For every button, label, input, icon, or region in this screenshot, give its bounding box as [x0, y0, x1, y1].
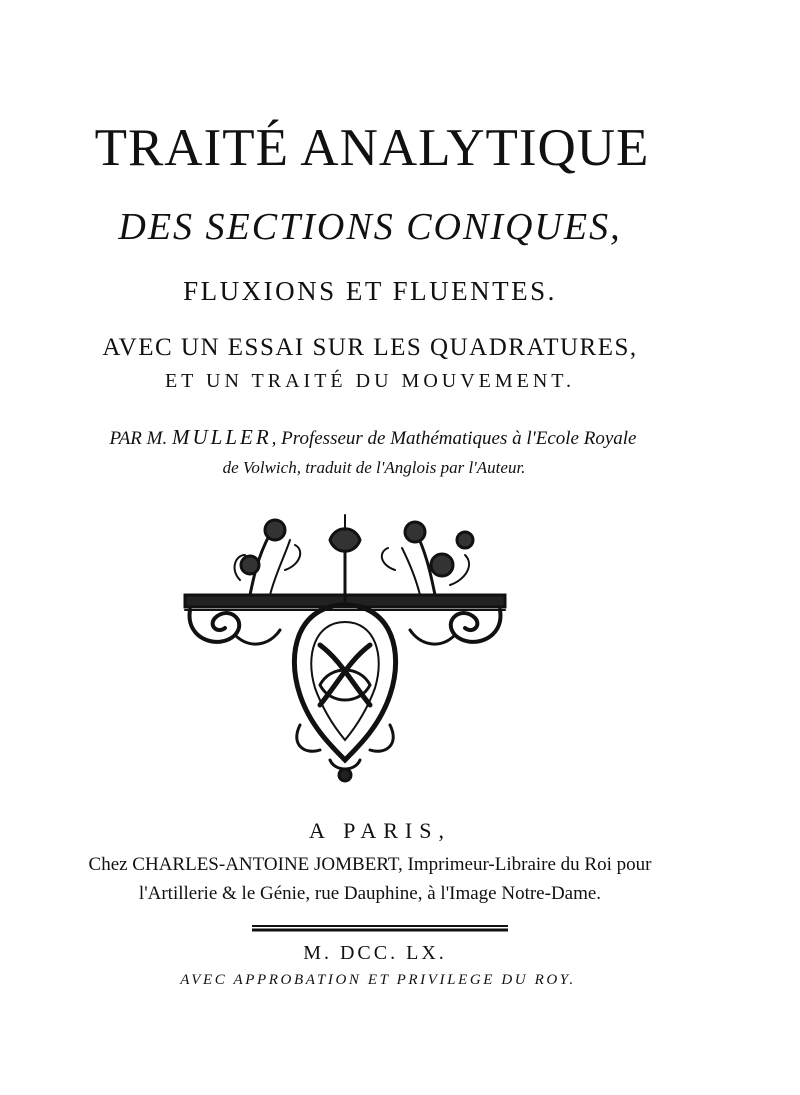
publisher-line-2: l'Artillerie & le Génie, rue Dauphine, à l'Image Notre-Dame.	[138, 883, 602, 904]
subtitle-mouvement: ET UN TRAITÉ DU MOUVEMENT.	[164, 370, 576, 392]
author-title: , Professeur de Mathématiques à l'Ecole Royale	[271, 428, 637, 449]
author-prefix: PAR M.	[109, 428, 172, 449]
subtitle-quadratures: AVEC UN ESSAI SUR LES QUADRATURES,	[102, 334, 638, 361]
royal-privilege: AVEC APPROBATION ET PRIVILEGE DU ROY.	[180, 972, 576, 988]
floral-rococo-ornament-icon	[180, 510, 510, 785]
publisher-line-1: Chez CHARLES-ANTOINE JOMBERT, Imprimeur-Libraire du Roi pour	[88, 854, 652, 875]
author-line-1	[0, 425, 773, 450]
author-name: MULLER	[171, 425, 272, 449]
book-title: TRAITÉ ANALYTIQUE	[94, 119, 650, 177]
divider-rule	[252, 924, 508, 934]
publication-date: M. DCC. LX.	[303, 942, 447, 964]
author-line-2: de Volwich, traduit de l'Anglois par l'Auteur.	[222, 458, 526, 477]
imprint-city: A PARIS,	[308, 818, 451, 843]
subtitle-fluxions: FLUXIONS ET FLUENTES.	[183, 276, 557, 306]
subtitle-sections-coniques: DES SECTIONS CONIQUES,	[118, 206, 622, 248]
